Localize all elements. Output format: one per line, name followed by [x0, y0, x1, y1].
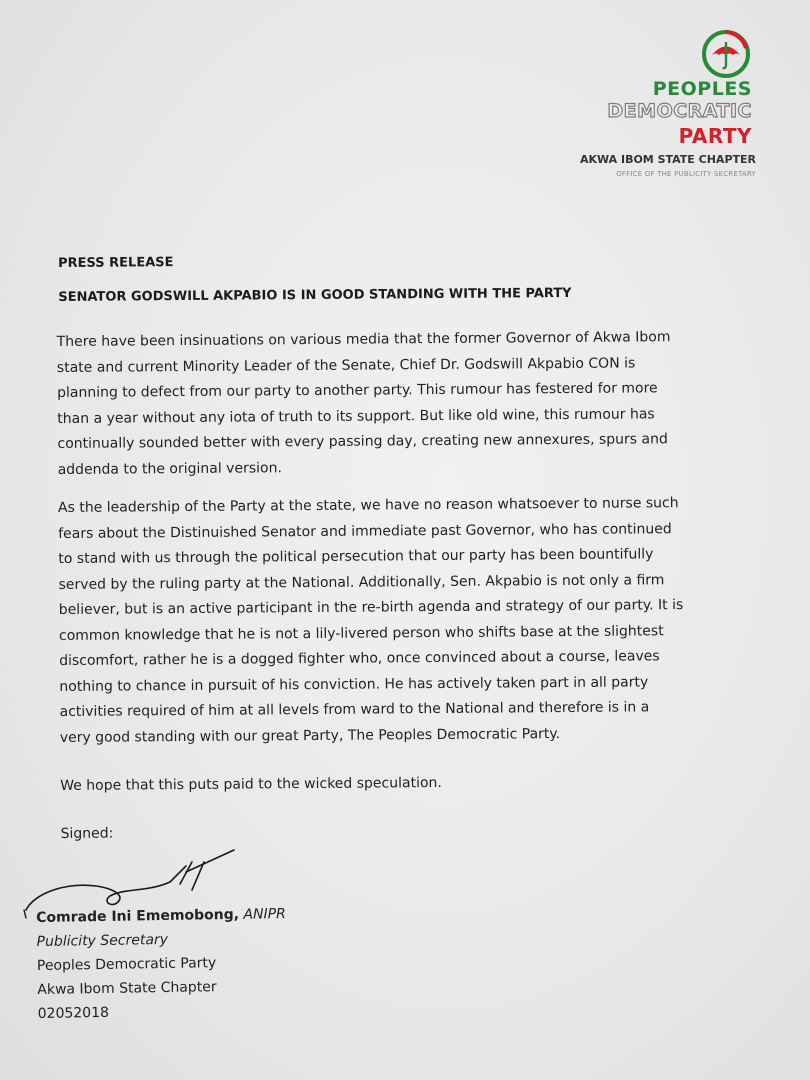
paragraph-line: nothing to chance in pursuit of his conviction. He has actively taken part in all party [59, 673, 649, 695]
letterhead-peoples: PEOPLES [652, 78, 752, 100]
signatory-chapter: Akwa Ibom State Chapter [37, 979, 217, 998]
signed-text: Signed: [60, 825, 114, 842]
signatory-organization: Peoples Democratic Party [36, 955, 217, 974]
paragraph-line: There have been insinuations on various media that the former Governor of Akwa Ibom [56, 329, 671, 350]
signatory-block [36, 902, 288, 1026]
paragraph-line: planning to defect from our party to another party. This rumour has festered for more [57, 380, 658, 401]
paragraph-line: very good standing with our great Party, The Peoples Democratic Party. [59, 725, 561, 746]
press-release-body [56, 251, 716, 842]
signatory-credential: ANIPR [243, 906, 286, 923]
document-date: 02052018 [37, 1004, 110, 1022]
signatory-name-line [36, 902, 286, 930]
letterhead-democratic: DEMOCRATIC [607, 100, 752, 122]
paragraph-line: addenda to the original version. [57, 459, 282, 478]
paragraph-1 [57, 325, 672, 483]
umbrella-logo-icon [700, 28, 752, 80]
paragraph-3 [60, 771, 442, 799]
paragraph-line: activities required of him at all levels from ward to the National and therefore is in a [59, 699, 650, 720]
paragraph-line: believer, but is an active participant in the re-birth agenda and strategy of our party. It is [58, 597, 684, 618]
press-release-title: SENATOR GODSWILL AKPABIO IS IN GOOD STANDING WITH THE PARTY [58, 285, 572, 305]
paragraph-line: common knowledge that he is not a lily-livered person who shifts base at the slightest [58, 622, 664, 644]
paragraph-line: to stand with us through the political persecution that our party has been bountifully [58, 546, 654, 567]
paragraph-line: state and current Minority Leader of the Senate, Chief Dr. Godswill Akpabio CON is [56, 354, 636, 376]
signatory-title: Publicity Secretary [36, 931, 169, 950]
signatory-name: Comrade Ini Ememobong, [36, 906, 240, 926]
paragraph-2 [58, 491, 684, 751]
letterhead-party: PARTY [678, 124, 752, 148]
paragraph-line: We hope that this puts paid to the wicked speculation. [60, 774, 442, 794]
letterhead-chapter: AKWA IBOM STATE CHAPTER [579, 153, 756, 166]
paragraph-line: As the leadership of the Party at the state, we have no reason whatsoever to nurse such [57, 495, 679, 516]
paragraph-line: served by the ruling party at the National. Additionally, Sen. Akpabio is not only a firm [58, 571, 665, 593]
paragraph-line: discomfort, rather he is a dogged fighter who, once convinced about a course, leaves [59, 648, 660, 669]
paragraph-line: continually sounded better with every passing day, creating new annexures, spurs and [57, 431, 668, 452]
paragraph-line: fears about the Distinuished Senator and immediate past Governor, who has continued [58, 520, 672, 542]
press-release-label: PRESS RELEASE [57, 255, 174, 271]
letterhead-office: OFFICE OF THE PUBLICITY SECRETARY [616, 170, 756, 178]
paragraph-line: than a year without any iota of truth to its support. But like old wine, this rumour has [57, 405, 655, 427]
